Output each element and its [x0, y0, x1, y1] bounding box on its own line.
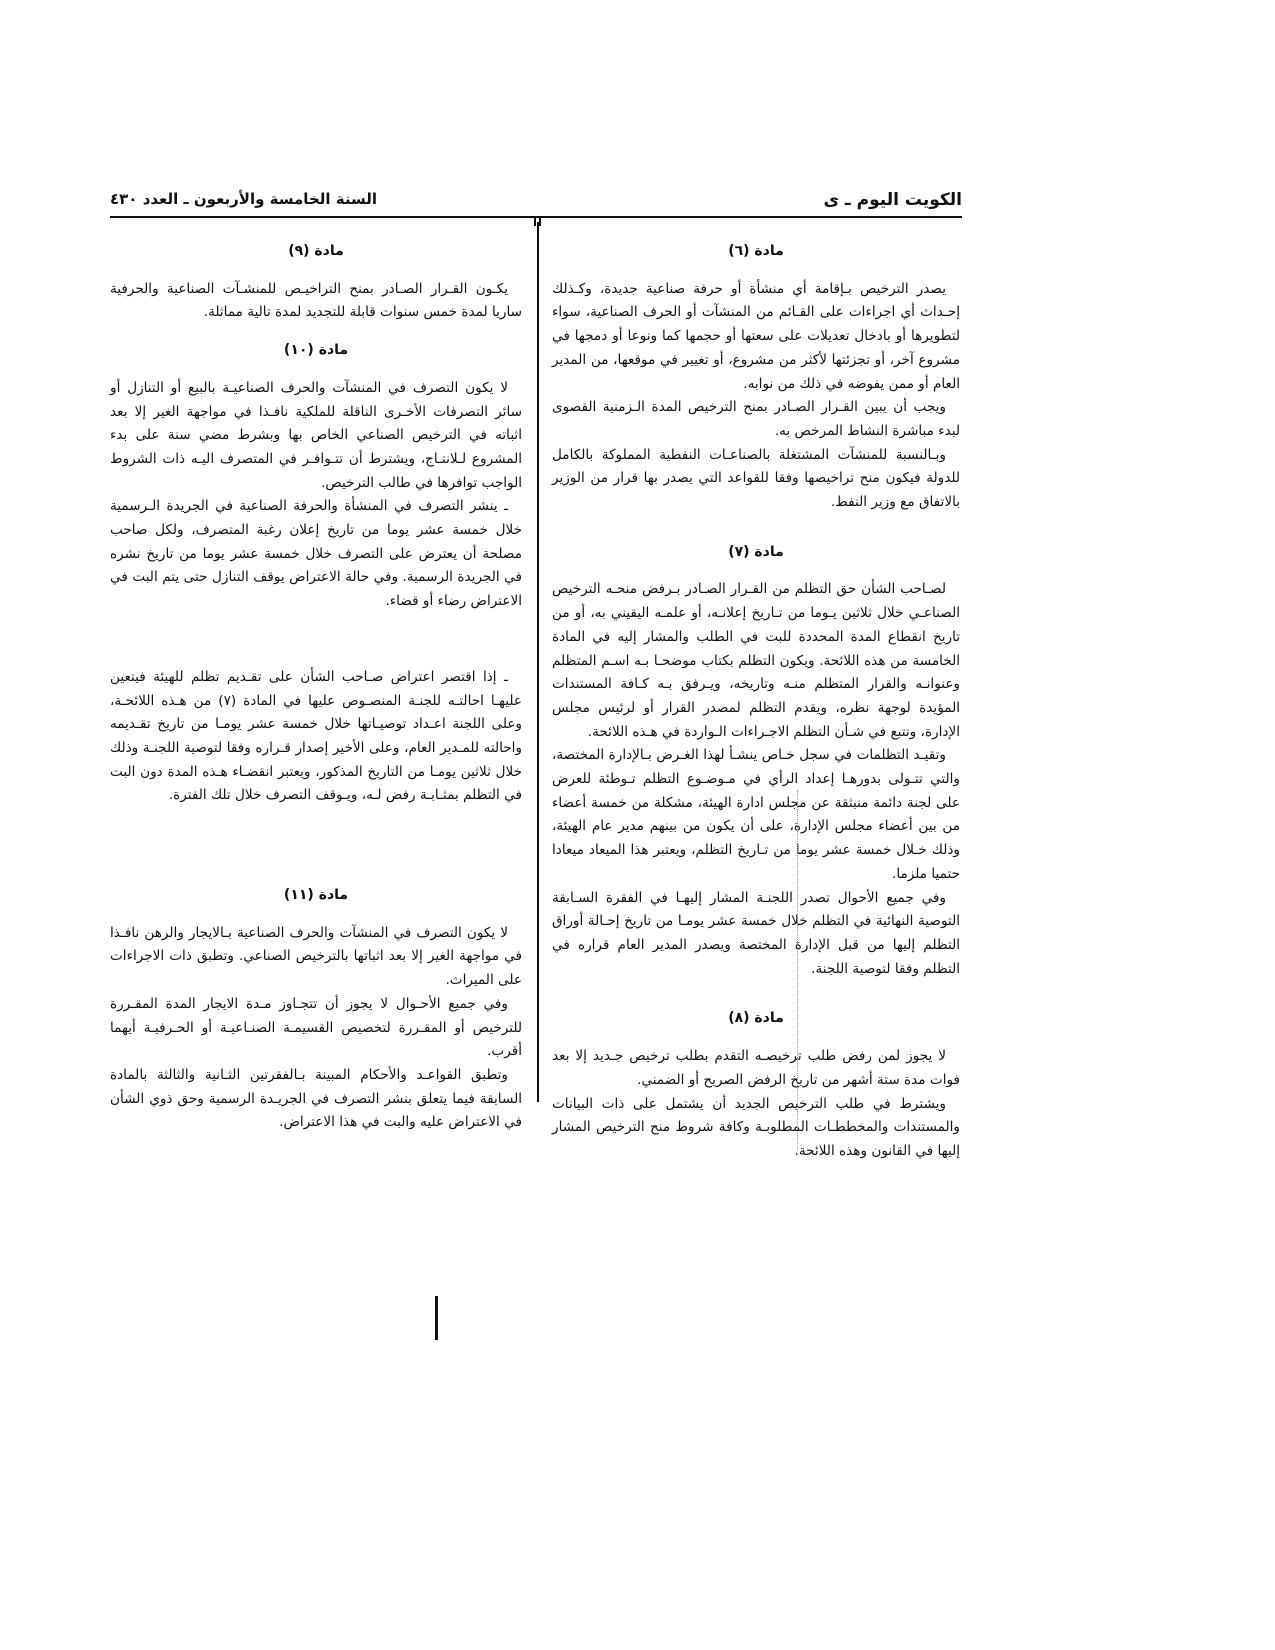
article-paragraph: وبـالنسبة للمنشآت المشتغلة بالصناعـات النفطية المملوكة بالكامل للدولة فيكون منح تراخيصها وفقا للقواعد التي يصدر بها قرار من الوزير بالاتفاق مع وزير النفط. [552, 446, 960, 511]
article-paragraph: لا يكون التصرف في المنشآت والحرف الصناعيـة بالبيع أو التنازل أو سائر التصرفات الأخـرى الناقلة للملكية نافـذا في مواجهة الغير إلا بعد اثباته في الترخيص الصناعي الخاص بها وبشرط مضي سنة على بدء المشروع لـلانتـاج، ويشترط أن تتـوافـر في المتصرف اليـه ذات الشروط الواجب توافرها في طالب الترخيص. [110, 379, 522, 491]
article-paragraph: لصـاحب الشأن حق التظلم من القـرار الصـادر بـرفض منحـه الترخيص الصناعـي خلال ثلاثين يـوما من تـاريخ إعلانـه، أو علمـه اليقيني به، أو من تاريخ انقطاع المدة المحددة للبت في الطلب والمشار إليه في المادة الخامسة من هذه اللائحة. ويكون التظلم بكتاب موضحـا بـه اسـم المتظلم وعنوانـه والقرار المتظلم منـه وتاريخه، ويـرفق بـه كـافة المستندات المؤيدة لوجهة نظره، ويقدم التظلم لمصدر القرار أو لرئيس مجلس الإدارة، وتتبع في شـأن التظلم الاجـراءات الـواردة في هـذه اللائحة. [552, 581, 960, 740]
article-9 [110, 240, 522, 325]
article-paragraph: وفي جميع الأحوال تصدر اللجنـة المشار إليهـا في الفقرة السـابقة التوصية النهائية في التظلم خلال خمسة عشر يومـا من تاريخ إحـالة أوراق التظلم إليها من قبل الإدارة المختصة ويصدر المدير العام قراره في التظلم وفقا لتوصية اللجنة. [552, 889, 960, 977]
article-title: مادة (٩) [288, 243, 344, 259]
article-11 [110, 884, 522, 1135]
article-paragraph: وفي جميع الأحـوال لا يجوز أن تتجـاوز مـدة الايجار المدة المقـررة للترخيص أو المقـررة لتخصيص القسيمـة الصنـاعيـة أو الحـرفيـة أيهما أقرب. [110, 995, 522, 1060]
article-paragraph: ـ إذا اقتصر اعتراض صـاحب الشأن على تقـديم تظلم للهيئة فيتعين عليهـا احالتـه للجنـة المنصـوص عليها في المادة (٧) من هـذه اللائحـة، وعلى اللجنة اعـداد توصيـاتها خلال خمسة عشر يومـا من تاريخ تقـديمه واحالته للمـدير العام، وعلى الأخير إصدار قـراره وفقا لتوصية اللجنـة وذلك خلال ثلاثين يومـا من التاريخ المذكور، ويعتبر انقضـاء هـذه المدة دون البت في التظلم بمثـابـة رفض لـه، ويـوقف التصرف خلال تلك الفترة. [110, 668, 522, 804]
article-paragraph: ـ ينشر التصرف في المنشأة والحرفة الصناعية في الجريدة الـرسمية خلال خمسة عشر يوما من تاريخ إعلان رغبة المتصرف، ولكل صاحب مصلحة أن يعترض على التصرف خلال خمسة عشر يوما من تاريخ نشره في الجريدة الرسمية. وفي حالة الاعتراض يوقف التنازل حتى يتم البت في الاعتراض رضاء أو قضاء. [110, 498, 522, 610]
article-6 [552, 240, 960, 515]
article-title: مادة (١١) [283, 887, 349, 904]
publication-name: الكويت اليوم ـ ى [823, 190, 962, 210]
article-7 [552, 541, 960, 982]
issue-info: السنة الخامسة والأربعون ـ العدد ٤٣٠ [110, 190, 378, 208]
article-title: مادة (١٠) [283, 342, 349, 359]
left-column [110, 240, 522, 1135]
article-10 [110, 339, 522, 808]
article-title: مادة (٧) [728, 543, 784, 560]
article-8 [552, 1007, 960, 1163]
article-paragraph: وتقيـد التظلمات في سجل خـاص ينشـأ لهذا الغـرض بـالإدارة المختصة، والتي تتـولى بدورهـا إعداد الرأي في مـوضـوع التظلم تـوطئة للعرض على لجنة دائمة منبثقة عن مجلس ادارة الهيئة، مشكلة من خمسة أعضاء من بين أعضاء مجلس الإدارة، على أن يكون من بينهم مدير عام الهيئة، وذلك خـلال خمسة عشر يوما من تـاريخ التظلم، ويعتبر هذا الميعاد ميعادا حتميا ملزما. [552, 747, 960, 882]
article-title: مادة (٦) [728, 243, 784, 259]
scan-artifact-dotted-line [797, 790, 798, 1150]
article-paragraph: يكـون القـرار الصـادر بمنح التراخيـص للمنشـآت الصناعية والحرفية ساريا لمدة خمس سنوات قابلة للتجديد لمدة تالية مماثلة. [110, 280, 522, 321]
article-paragraph: لا يكون التصرف في المنشآت والحرف الصناعية بـالايجار والرهن نافـذا في مواجهة الغير إلا بعد اثباتها بالترخيص الصناعي. وتطبق ذات الاجراءات على الميراث. [110, 924, 522, 989]
right-column [552, 240, 960, 1164]
article-title: مادة (٨) [728, 1010, 784, 1027]
article-paragraph: يصدر الترخيص بـإقامة أي منشأة أو حرفة صناعية جديدة، وكـذلك إحـداث أي اجراءات على القـائم من المنشآت أو الحرف الصناعية، سواء لتطويرها أو بادخال تعديلات على سعتها أو حجمها كما ونوعا أو دمجها في مشروع آخر، أو تجزئتها لأكثر من مشروع، أو تغيير في موقعها، من المدير العام أو ممن يفوضه في ذلك من نوابه. [552, 280, 960, 392]
scan-artifact-mark [435, 1296, 438, 1340]
article-paragraph: ويشترط في طلب الترخيص الجديد أن يشتمل على ذات البيانات والمستندات والمخططـات المطلوبـة وكافة شروط منح الترخيص المشار إليها في القانون وهذه اللائحة. [552, 1095, 960, 1159]
article-paragraph: ويجب أن يبين القـرار الصـادر بمنح الترخيص المدة الـزمنية القصوى لبدء مباشرة النشاط المرخص به. [552, 399, 960, 439]
article-paragraph: لا يجوز لمن رفض طلب ترخيصـه التقدم بطلب ترخيص جـديد إلا بعد فوات مدة ستة أشهر من تاريخ الرفض الصريح أو الضمني. [552, 1048, 960, 1088]
article-paragraph: وتطبق القواعـد والأحكام المبينة بـالفقرتين الثـانية والثالثة بالمادة السابقة فيما يتعلق بنشر التصرف في الجريـدة الرسمية وحق ذوي الشأن في الاعتراض عليه والبت في هذا الاعتراض. [110, 1066, 522, 1131]
page-header [110, 190, 962, 214]
column-divider [537, 222, 539, 1102]
